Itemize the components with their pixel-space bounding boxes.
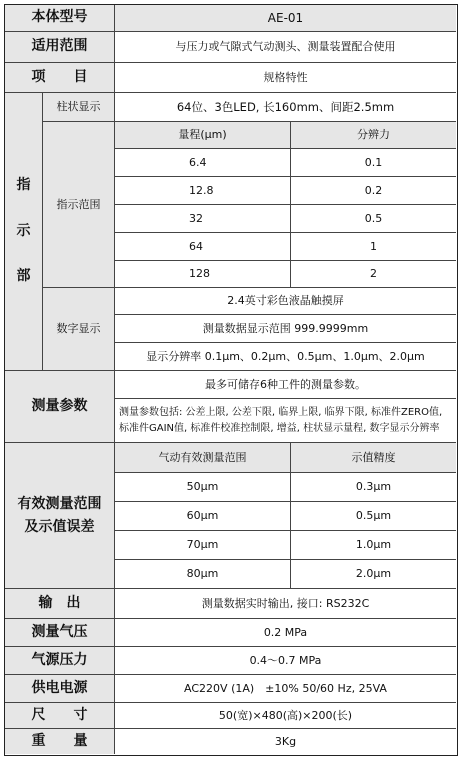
size-value: 50(宽)×480(高)×200(长) — [115, 703, 456, 729]
indicator-char-2: 示 — [16, 222, 31, 239]
output-label: 输 出 — [5, 589, 115, 619]
power-value: AC220V (1A) ±10% 50/60 Hz, 25VA — [115, 675, 456, 703]
digital-line-1: 2.4英寸彩色液晶触摸屏 — [115, 288, 456, 315]
accuracy-label-line-1: 有效测量范围 — [17, 496, 102, 513]
accuracy-label — [5, 443, 115, 589]
model-value: AE-01 — [115, 5, 456, 32]
item-label: 项 目 — [5, 63, 115, 93]
range-res-cell: 1 — [291, 233, 456, 261]
accuracy-header-range: 气动有效测量范围 — [115, 443, 291, 473]
accuracy-label-line-2: 及示值误差 — [24, 518, 95, 535]
accuracy-range-cell: 80μm — [115, 560, 291, 589]
accuracy-header-precision: 示值精度 — [291, 443, 456, 473]
range-res-cell: 0.5 — [291, 205, 456, 233]
spec-table — [4, 4, 458, 756]
item-value: 规格特性 — [115, 63, 456, 93]
accuracy-precision-cell: 1.0μm — [291, 531, 456, 560]
application-value: 与压力或气隙式气动测头、测量装置配合使用 — [115, 32, 456, 63]
range-label: 指示范围 — [43, 122, 115, 288]
indicator-char-1: 指 — [16, 177, 31, 194]
range-span-cell: 6.4 — [115, 149, 291, 177]
range-res-cell: 0.2 — [291, 177, 456, 205]
params-label: 测量参数 — [5, 371, 115, 443]
bar-display-value: 64位、3色LED, 长160mm、间距2.5mm — [115, 93, 456, 122]
output-value: 测量数据实时输出, 接口: RS232C — [115, 589, 456, 619]
accuracy-range-cell: 60μm — [115, 502, 291, 531]
range-res-cell: 2 — [291, 261, 456, 288]
supply-pressure-value: 0.4～0.7 MPa — [115, 647, 456, 675]
digital-display-label: 数字显示 — [43, 288, 115, 371]
accuracy-precision-cell: 0.5μm — [291, 502, 456, 531]
accuracy-range-cell: 70μm — [115, 531, 291, 560]
model-label: 本体型号 — [5, 5, 115, 32]
size-label: 尺 寸 — [5, 703, 115, 729]
range-span-cell: 12.8 — [115, 177, 291, 205]
range-res-cell: 0.1 — [291, 149, 456, 177]
supply-pressure-label: 气源压力 — [5, 647, 115, 675]
meas-pressure-label: 测量气压 — [5, 619, 115, 647]
weight-label: 重 量 — [5, 729, 115, 754]
power-label: 供电电源 — [5, 675, 115, 703]
indicator-section-label — [5, 93, 43, 371]
meas-pressure-value: 0.2 MPa — [115, 619, 456, 647]
digital-line-2: 测量数据显示范围 999.9999mm — [115, 315, 456, 343]
range-header-resolution: 分辨力 — [291, 122, 456, 149]
accuracy-precision-cell: 2.0μm — [291, 560, 456, 589]
range-header-span: 量程(μm) — [115, 122, 291, 149]
accuracy-precision-cell: 0.3μm — [291, 473, 456, 502]
range-span-cell: 128 — [115, 261, 291, 288]
params-line-1: 最多可储存6种工件的测量参数。 — [115, 371, 456, 399]
application-label: 适用范围 — [5, 32, 115, 63]
accuracy-range-cell: 50μm — [115, 473, 291, 502]
range-span-cell: 64 — [115, 233, 291, 261]
params-line-2: 测量参数包括: 公差上限, 公差下限, 临界上限, 临界下限, 标准件ZERO值, 标准件GAIN值, 标准件校准控制限, 增益, 柱状显示量程, 数字显示分辨率 — [115, 399, 456, 443]
range-span-cell: 32 — [115, 205, 291, 233]
bar-display-label: 柱状显示 — [43, 93, 115, 122]
weight-value: 3Kg — [274, 734, 297, 748]
digital-line-3: 显示分辨率 0.1μm、0.2μm、0.5μm、1.0μm、2.0μm — [115, 343, 456, 371]
indicator-char-3: 部 — [16, 268, 31, 285]
